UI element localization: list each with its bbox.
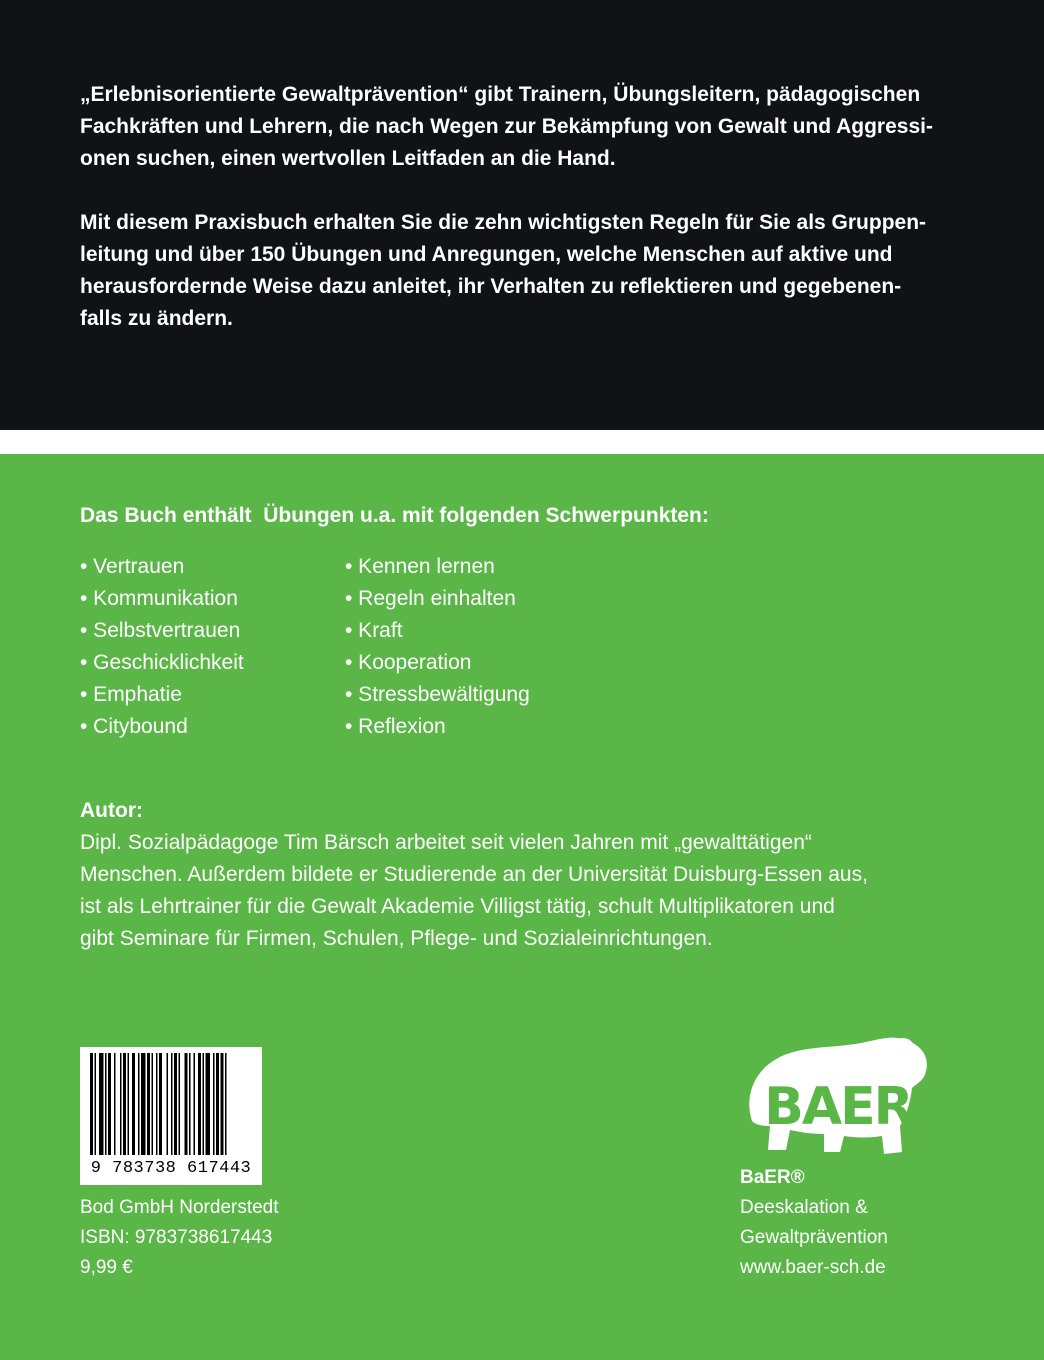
barcode-bar bbox=[167, 1053, 169, 1155]
intro-p2-line: Mit diesem Praxisbuch erhalten Sie die zehn wichtigsten Regeln für Sie als Gruppen- bbox=[80, 211, 927, 234]
barcode-bar bbox=[114, 1053, 116, 1155]
barcode-bar bbox=[128, 1053, 130, 1155]
intro-paragraph-1 bbox=[80, 79, 950, 175]
publisher-name: Bod GmbH Norderstedt bbox=[80, 1197, 279, 1218]
barcode-bar bbox=[120, 1053, 122, 1155]
barcode-bar bbox=[108, 1053, 111, 1155]
feature-item: • Geschicklichkeit bbox=[80, 651, 244, 674]
intro-p1-line: „Erlebnisorientierte Gewaltprävention“ gibt Trainern, Übungsleitern, pädagogischen bbox=[80, 83, 921, 106]
feature-item: • Kommunikation bbox=[80, 587, 238, 610]
intro-p2-line: herausfordernde Weise dazu anleitet, ihr Verhalten zu reflektieren und gegebenen- bbox=[80, 275, 902, 298]
barcode-bar bbox=[95, 1053, 97, 1155]
barcode-bar bbox=[225, 1053, 227, 1155]
barcode bbox=[80, 1047, 262, 1185]
barcode-bar bbox=[179, 1053, 181, 1155]
barcode-bar bbox=[213, 1053, 215, 1155]
barcode-bar bbox=[105, 1053, 107, 1155]
brand-info bbox=[740, 1163, 888, 1283]
barcode-bar bbox=[123, 1053, 126, 1155]
barcode-number: 9 783738 617443 bbox=[90, 1159, 252, 1178]
intro-p2-line: leitung und über 150 Übungen und Anregungen, welche Menschen auf aktive und bbox=[80, 243, 893, 266]
price: 9,99 € bbox=[80, 1257, 133, 1278]
feature-item: • Emphatie bbox=[80, 683, 182, 706]
publisher-info bbox=[80, 1193, 279, 1283]
features-list-right bbox=[345, 551, 530, 743]
brand-name: BaER® bbox=[740, 1167, 805, 1188]
feature-item: • Reflexion bbox=[345, 715, 446, 738]
author-bio-line: gibt Seminare für Firmen, Schulen, Pflege- und Sozialeinrichtungen. bbox=[80, 927, 713, 950]
barcode-bar bbox=[152, 1053, 154, 1155]
barcode-bar bbox=[141, 1053, 146, 1155]
barcode-bar bbox=[174, 1053, 177, 1155]
author-bio-line: Dipl. Sozialpädagoge Tim Bärsch arbeitet seit vielen Jahren mit „gewalttätigen“ bbox=[80, 831, 812, 854]
barcode-bar bbox=[156, 1053, 158, 1155]
barcode-bar bbox=[189, 1053, 191, 1155]
barcode-bar bbox=[221, 1053, 224, 1155]
svg-text:R: R bbox=[897, 1042, 909, 1060]
feature-item: • Selbstvertrauen bbox=[80, 619, 241, 642]
intro-p1-line: onen suchen, einen wertvollen Leitfaden an die Hand. bbox=[80, 147, 616, 170]
author-bio-line: Menschen. Außerdem bildete er Studierende an der Universität Duisburg-Essen aus, bbox=[80, 863, 868, 886]
feature-item: • Kraft bbox=[345, 619, 403, 642]
logo-lettering: BAER bbox=[764, 1077, 912, 1137]
barcode-bar bbox=[203, 1053, 205, 1155]
barcode-bar bbox=[90, 1053, 93, 1155]
bear-logo-icon bbox=[740, 1026, 935, 1158]
barcode-bar bbox=[138, 1053, 140, 1155]
barcode-bar bbox=[159, 1053, 162, 1155]
intro-paragraph-2 bbox=[80, 207, 950, 335]
barcode-bar bbox=[132, 1053, 135, 1155]
brand-website[interactable]: www.baer-sch.de bbox=[740, 1257, 886, 1278]
brand-line-1: Deeskalation & bbox=[740, 1197, 868, 1218]
barcode-bar bbox=[194, 1053, 196, 1155]
barcode-bar bbox=[206, 1053, 211, 1155]
barcode-bar bbox=[99, 1053, 104, 1155]
barcode-bar bbox=[216, 1053, 219, 1155]
isbn: ISBN: 9783738617443 bbox=[80, 1227, 273, 1248]
author-bio bbox=[80, 827, 960, 955]
feature-item: • Regeln einhalten bbox=[345, 587, 516, 610]
barcode-bar bbox=[185, 1053, 188, 1155]
intro-p2-line: falls zu ändern. bbox=[80, 307, 233, 330]
feature-item: • Kooperation bbox=[345, 651, 472, 674]
white-divider bbox=[0, 430, 1044, 454]
barcode-bars bbox=[80, 1047, 262, 1159]
author-bio-line: ist als Lehrtrainer für die Gewalt Akademie Villigst tätig, schult Multiplikatoren und bbox=[80, 895, 835, 918]
brand-line-2: Gewaltprävention bbox=[740, 1227, 888, 1248]
features-heading: Das Buch enthält Übungen u.a. mit folgenden Schwerpunkten: bbox=[80, 504, 709, 527]
top-panel bbox=[0, 0, 1044, 430]
intro-p1-line: Fachkräften und Lehrern, die nach Wegen zur Bekämpfung von Gewalt und Aggressi- bbox=[80, 115, 933, 138]
barcode-bar bbox=[171, 1053, 173, 1155]
feature-item: • Citybound bbox=[80, 715, 188, 738]
features-list-left bbox=[80, 551, 244, 743]
feature-item: • Kennen lernen bbox=[345, 555, 495, 578]
author-heading: Autor: bbox=[80, 799, 143, 822]
barcode-bar bbox=[198, 1053, 201, 1155]
feature-item: • Vertrauen bbox=[80, 555, 185, 578]
barcode-bar bbox=[147, 1053, 150, 1155]
feature-item: • Stressbewältigung bbox=[345, 683, 530, 706]
